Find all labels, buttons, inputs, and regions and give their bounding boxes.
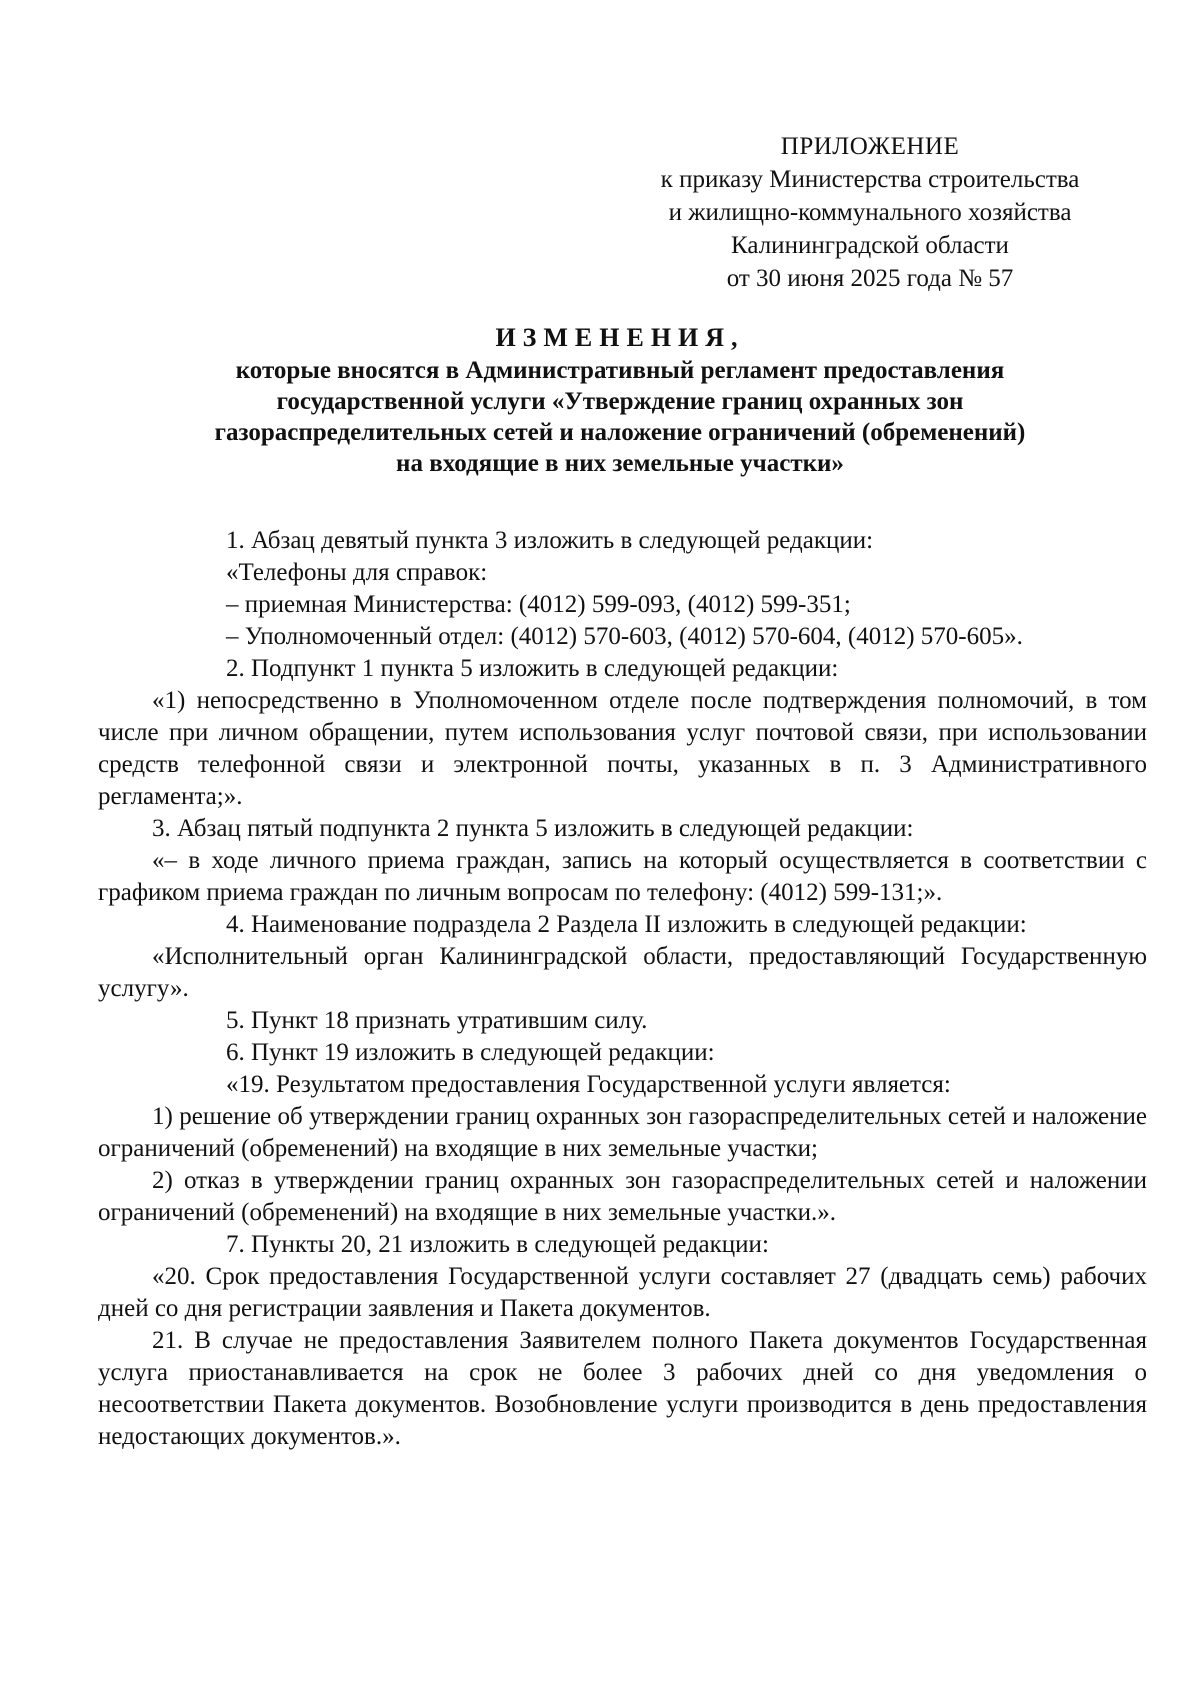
item-6-quote-heading: «19. Результатом предоставления Государственной услуги является: [226, 1071, 951, 1098]
item-3: 3. Абзац пятый подпункта 2 пункта 5 изложить в следующей редакции: [152, 815, 914, 842]
item-1-quote-line: – приемная Министерства: (4012) 599-093, (4012) 599-351; [226, 591, 851, 618]
item-7-quote-20: «20. Срок предоставления Государственной услуги составляет 27 (двадцать семь) рабочих дней со дня регистрации заявления и Пакета документов. [98, 1263, 1147, 1322]
item-7: 7. Пункты 20, 21 изложить в следующей редакции: [226, 1231, 769, 1258]
item-1-quote-heading: «Телефоны для справок: [226, 559, 488, 586]
title-word: ИЗМЕНЕНИЯ, [495, 323, 745, 352]
item-1: 1. Абзац девятый пункта 3 изложить в следующей редакции: [226, 527, 874, 554]
document-body [98, 525, 1147, 1453]
item-2: 2. Подпункт 1 пункта 5 изложить в следующей редакции: [226, 655, 839, 682]
item-6: 6. Пункт 19 изложить в следующей редакции: [226, 1039, 715, 1066]
title-line: государственной услуги «Утверждение границ охранных зон [276, 388, 964, 415]
appendix-date: от 30 июня 2025 года № 57 [726, 265, 1014, 292]
item-7-quote-21: 21. В случае не предоставления Заявителем полного Пакета документов Государственная услуга приостанавливается на срок не более 3 рабочих дней со дня уведомления о несоответствии Пакета документов. Возобновление услуги производится в день предоставления недостающих документов.». [98, 1327, 1147, 1450]
document-title [80, 322, 1160, 479]
title-line: которые вносятся в Административный регламент предоставления [235, 357, 1005, 384]
appendix-block [600, 130, 1140, 295]
item-5: 5. Пункт 18 признать утратившим силу. [226, 1007, 648, 1034]
item-6-quote-sub-2: 2) отказ в утверждении границ охранных зон газораспределительных сетей и наложении ограничений (обременений) на входящие в них земельные участки.». [98, 1167, 1147, 1226]
appendix-line: Калининградской области [731, 232, 1009, 259]
item-4: 4. Наименование подраздела 2 Раздела II изложить в следующей редакции: [226, 911, 1027, 938]
item-2-quote: «1) непосредственно в Уполномоченном отделе после подтверждения полномочий, в том числе при личном обращении, путем использования услуг почтовой связи, при использовании средств телефонной связи и электронной почты, указанных в п. 3 Административного регламента;». [98, 687, 1147, 810]
appendix-line: к приказу Министерства строительства [660, 166, 1080, 193]
item-4-quote: «Исполнительный орган Калининградской области, предоставляющий Государственную услугу». [98, 943, 1147, 1002]
item-3-quote: «– в ходе личного приема граждан, запись на который осуществляется в соответствии с графиком приема граждан по личным вопросам по телефону: (4012) 599-131;». [98, 847, 1147, 906]
item-6-quote-sub-1: 1) решение об утверждении границ охранных зон газораспределительных сетей и наложение ограничений (обременений) на входящие в них земельные участки; [98, 1103, 1147, 1162]
appendix-line: и жилищно-коммунального хозяйства [668, 199, 1072, 226]
appendix-heading: ПРИЛОЖЕНИЕ [780, 133, 960, 160]
title-line: газораспределительных сетей и наложение ограничений (обременений) [214, 419, 1026, 446]
item-1-quote-line: – Уполномоченный отдел: (4012) 570-603, (4012) 570-604, (4012) 570-605». [226, 623, 1023, 650]
title-line: на входящие в них земельные участки» [396, 450, 844, 477]
